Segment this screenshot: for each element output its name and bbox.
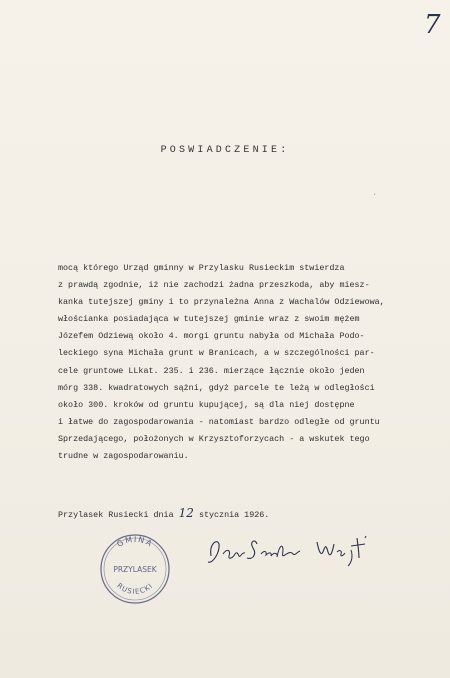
pencil-tick-mark: ˏ — [372, 186, 378, 196]
body-line: mocą którego Urząd gminny w Przylasku Rusieckim stwierdza — [58, 263, 345, 273]
page-number: 7 — [424, 10, 441, 40]
body-line: z prawdą zgodnie, iż nie zachodzi żadna przeszkoda, aby miesz- — [58, 280, 370, 291]
body-line: kanka tutejszej gminy i to przynależna Anna z Wachalów Odziewowa, — [58, 297, 385, 308]
body-line: około 300. kroków od gruntu kupującej, są dla niej dostępne — [58, 399, 355, 410]
date-line — [58, 506, 388, 520]
svg-text:PRZYLASEK: PRZYLASEK — [113, 565, 157, 574]
date-suffix: stycznia 1926. — [198, 510, 270, 520]
svg-text:RUSIECKI: RUSIECKI — [115, 581, 155, 596]
svg-text:GMINA: GMINA — [115, 534, 155, 549]
office-stamp — [96, 531, 174, 605]
body-line: trudne w zagospodarowaniu. — [58, 451, 189, 462]
body-line: leckiego syna Michała grunt w Branicach, a w szczególności par- — [58, 348, 375, 359]
body-line: i łatwe do zagospodarowania - natomiast bardzo odległe od gruntu — [58, 416, 380, 427]
date-prefix: Przylasek Rusiecki dnia — [58, 510, 174, 520]
body-line: mórg 338. kwadratowych sążni, gdyż parcele te leżą w odległości — [58, 382, 375, 393]
document-body — [58, 260, 438, 465]
date-day-handwritten: 12 — [178, 506, 194, 520]
body-line: włościanka posiadająca w tutejszej gminie wraz z swoim mężem — [58, 314, 360, 325]
body-line: Józefem Odziewą około 4. morgi gruntu nabyła od Michała Podo- — [58, 331, 365, 342]
body-line: Sprzedającego, położonych w Krzysztoforzycach - a wskutek tego — [58, 433, 370, 444]
body-line: cele gruntowe LLkat. 235. i 236. mierzące łącznie około jeden — [58, 365, 365, 376]
handwritten-signature — [205, 534, 380, 568]
document-title: POSWIADCZENIE: — [160, 145, 290, 156]
